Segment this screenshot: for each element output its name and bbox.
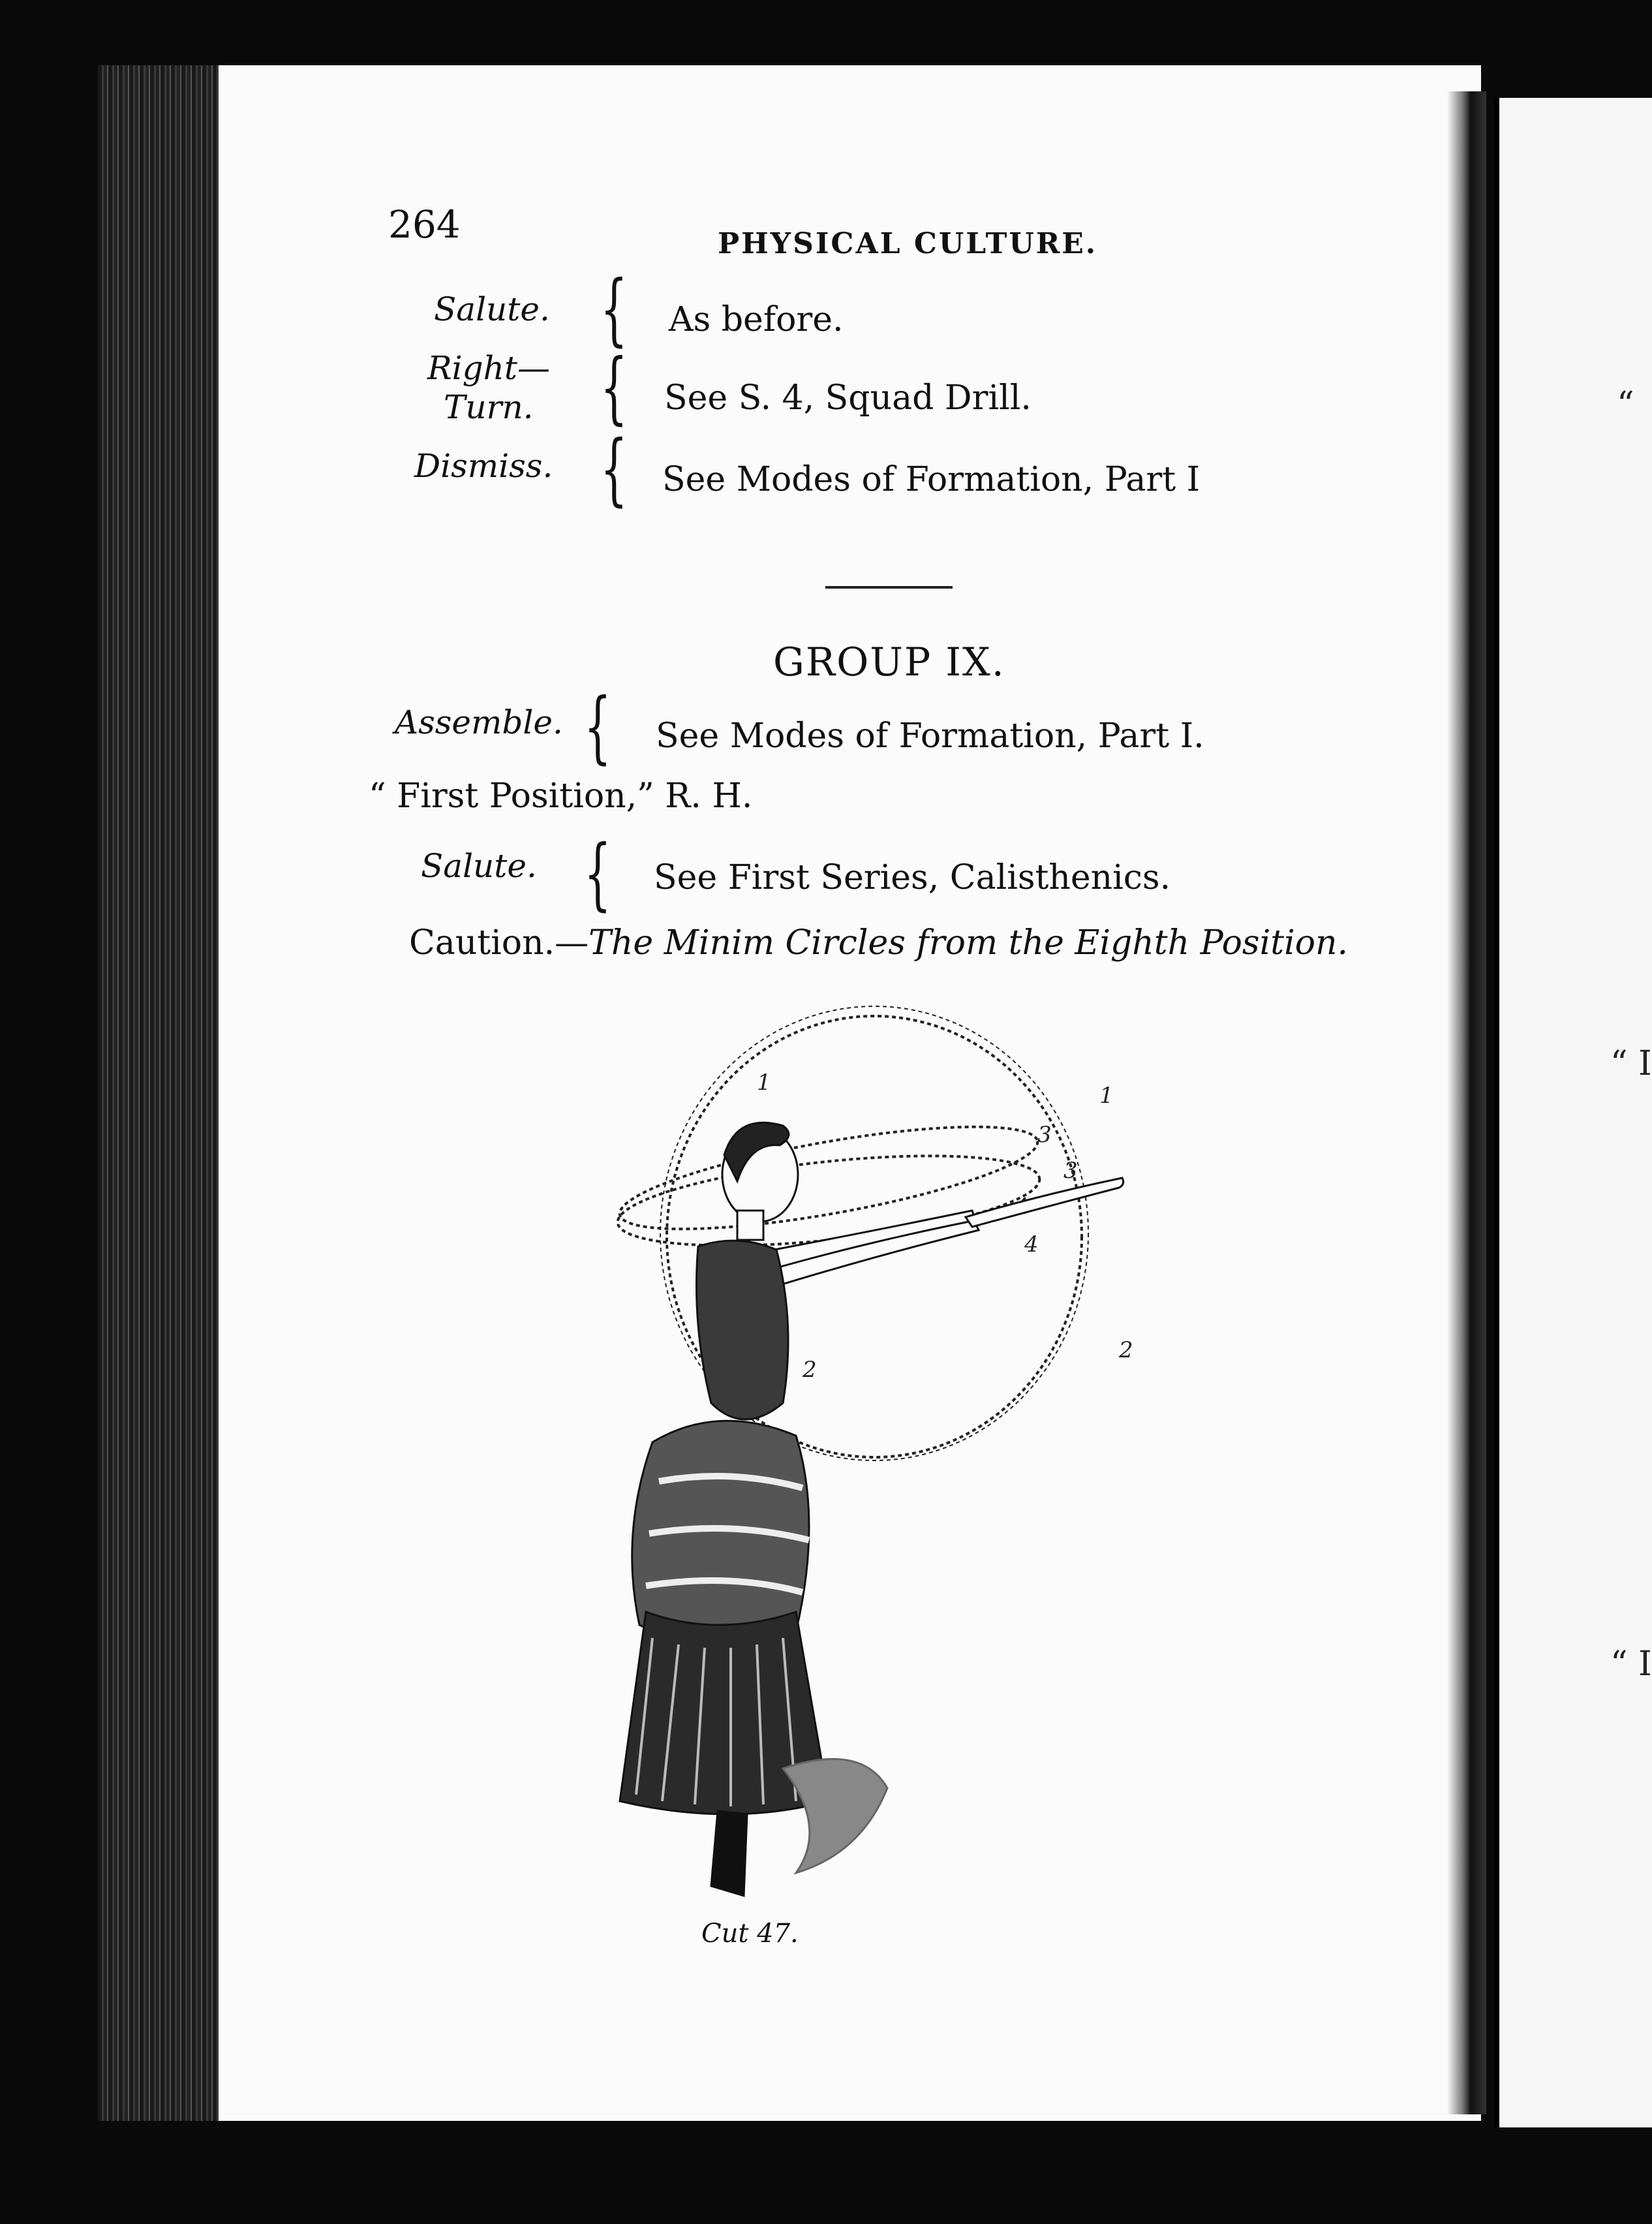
- group-title: GROUP IX.: [773, 640, 1005, 685]
- caution-line: [409, 923, 1348, 963]
- command-label: Right—: [427, 349, 550, 387]
- page-gutter: [1447, 91, 1486, 2114]
- command-text: As before.: [669, 300, 844, 339]
- section-divider: [825, 586, 953, 589]
- circle-number: 1: [1099, 1083, 1114, 1109]
- brace: {: [584, 829, 611, 919]
- command-label: Salute.: [421, 847, 537, 885]
- circle-number: 1: [757, 1070, 771, 1096]
- circle-number: 4: [1024, 1231, 1039, 1258]
- facing-page-mark: “ I: [1610, 1044, 1652, 1083]
- command-label: Salute.: [434, 290, 550, 328]
- brace: {: [584, 682, 611, 773]
- command-text: See First Series, Calisthenics.: [654, 858, 1171, 897]
- circle-number: 3: [1063, 1158, 1078, 1184]
- brace: {: [600, 424, 628, 515]
- page-number: 264: [388, 202, 461, 247]
- facing-page-mark: “ I: [1610, 1645, 1652, 1684]
- circle-number: 2: [1119, 1337, 1133, 1363]
- circle-number: 3: [1037, 1122, 1052, 1148]
- caution-label: Caution.—: [409, 923, 589, 963]
- first-position-line: “ First Position,” R. H.: [369, 777, 753, 816]
- caution-text: The Minim Circles from the Eighth Position.: [589, 923, 1349, 963]
- command-text: See Modes of Formation, Part I.: [656, 717, 1204, 756]
- book-spine-edge: [98, 65, 226, 2121]
- brace: {: [600, 343, 628, 433]
- command-label: Assemble.: [395, 703, 563, 741]
- command-label: Dismiss.: [414, 447, 553, 485]
- figure-caption: Cut 47.: [701, 1919, 799, 1949]
- command-text: See S. 4, Squad Drill.: [664, 378, 1032, 418]
- figure-illustration: [522, 985, 1194, 1925]
- facing-page: [1494, 98, 1652, 2127]
- minim-circle-diagram: [613, 1006, 1088, 1460]
- facing-page-mark: “: [1617, 385, 1634, 424]
- running-header: PHYSICAL CULTURE.: [718, 227, 1098, 260]
- circle-number: 2: [803, 1357, 817, 1383]
- command-text: See Modes of Formation, Part I: [662, 460, 1201, 499]
- woman-figure: [620, 1122, 1124, 1896]
- command-label: Turn.: [444, 388, 534, 426]
- brace: {: [600, 264, 628, 355]
